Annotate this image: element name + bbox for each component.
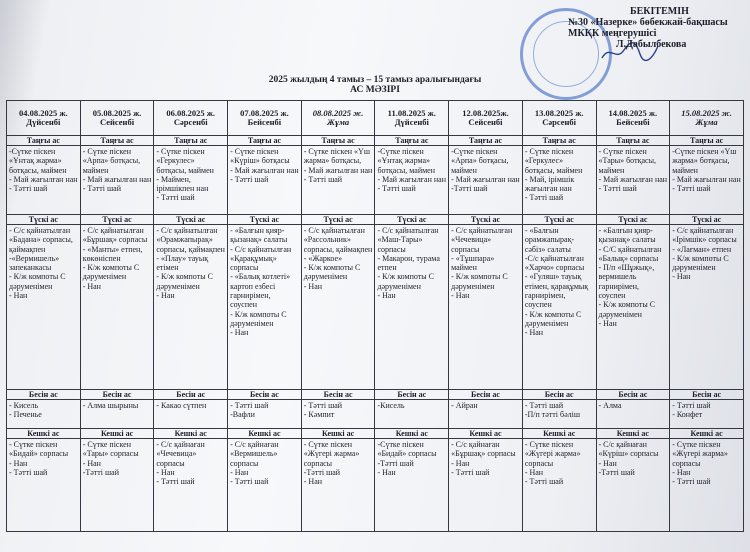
meal-name: Бесін ас bbox=[522, 390, 596, 400]
dish-cell: - Сүтке піскен «Тары» ботқасы, маймен - Май жағылған нан - Тәтті шай bbox=[596, 146, 670, 215]
day-header bbox=[301, 101, 375, 136]
meal-name: Кешкі ас bbox=[670, 429, 744, 439]
meal-name: Түскі ас bbox=[522, 215, 596, 225]
meal-name: Бесін ас bbox=[449, 390, 523, 400]
meal-name: Кешкі ас bbox=[154, 429, 228, 439]
meal-name: Таңғы ас bbox=[670, 136, 744, 146]
approval-block bbox=[568, 6, 748, 50]
day-name: Дүйсенбі bbox=[394, 117, 429, 127]
day-name: Сейсенбі bbox=[468, 117, 503, 127]
day-date: 04.08.2025 ж. bbox=[19, 107, 68, 118]
dish-cell: -Кисель bbox=[375, 400, 449, 429]
dish-cell: - С/с қайнатылған «Маш-Тары» сорпасы - Макарон, турама етпен - К/ж компоты С дәруменімен - Нан bbox=[375, 225, 449, 390]
dish-cell: - «Балғын орамжапырақ-сәбіз» салаты -С/с қайнатылған «Харчо» сорпасы - «Гуляш» тауық етімен, қарақұмық гарнирімен, соуспен - К/ж компоты С дәруменімен - Нан bbox=[522, 225, 596, 390]
dish-cell: - Тәтті шай -П/п тәтті бәліш bbox=[522, 400, 596, 429]
day-name: Жұма bbox=[695, 117, 718, 127]
meal-name: Кешкі ас bbox=[375, 429, 449, 439]
dish-cell: - Алма шырыны bbox=[80, 400, 154, 429]
day-header bbox=[154, 101, 228, 136]
meal-name: Бесін ас bbox=[228, 390, 302, 400]
meal-name: Таңғы ас bbox=[301, 136, 375, 146]
dish-cell: - С/с қайнатылған «Орамжапырақ» сорпасы, қаймақпен - «Плау» тауық етімен - К/ж компоты С дәруменімен - Нан bbox=[154, 225, 228, 390]
day-date: 07.08.2025 ж. bbox=[240, 107, 289, 118]
day-date: 12.08.2025ж. bbox=[462, 107, 509, 118]
day-date: 11.08.2025 ж. bbox=[387, 107, 436, 118]
meal-name: Түскі ас bbox=[228, 215, 302, 225]
meal-name: Бесін ас bbox=[7, 390, 81, 400]
meal-name: Кешкі ас bbox=[301, 429, 375, 439]
day-name: Жұма bbox=[327, 117, 350, 127]
meal-name: Кешкі ас bbox=[522, 429, 596, 439]
dish-cell: -Сүтке піскен «Арпа» ботқасы, маймен - Май жағылған нан -Тәтті шай bbox=[449, 146, 523, 215]
day-header bbox=[375, 101, 449, 136]
meal-name: Бесін ас bbox=[596, 390, 670, 400]
title-menu: АС МӘЗІРІ bbox=[350, 85, 400, 95]
dish-cell: -Сүтке піскен «Бидай» сорпасы -Тәтті шай - Нан bbox=[375, 439, 449, 532]
dish-cell: -Сүтке піскен «Ұнтақ жарма» ботқасы, маймен - Май жағылған нан - Тәтті шай bbox=[7, 146, 81, 215]
meal-dishes-row bbox=[7, 400, 744, 429]
dish-cell: - Сүтке піскен «Үш жарма» ботқасы, - Май жағылған нан - Тәтті шай bbox=[301, 146, 375, 215]
day-name: Дүйсенбі bbox=[26, 117, 61, 127]
day-date: 15.08.2025 ж. bbox=[681, 107, 732, 118]
dish-cell: - Сүтке піскен «Жүгері жарма» сорпасы - Нан - Тәтті шай bbox=[670, 439, 744, 532]
dish-cell: - С/с қайнатылған «Рассольник» сорпасы, қаймақпен - «Жаркое» - К/ж компоты С дәруменімен - Нан bbox=[301, 225, 375, 390]
day-date: 06.08.2025 ж. bbox=[166, 107, 216, 118]
meal-name: Түскі ас bbox=[154, 215, 228, 225]
dish-cell: - Сүтке піскен «Геркулес» ботқасы, маймен - Май, ірімшік жағылған нан - Тәтті шай bbox=[522, 146, 596, 215]
meal-name: Таңғы ас bbox=[596, 136, 670, 146]
dish-cell: - Сүтке піскен «Жүгері жарма» сорпасы -Тәтті шай - Нан bbox=[301, 439, 375, 532]
meal-name: Түскі ас bbox=[80, 215, 154, 225]
dish-cell: -Сүтке піскен «Ұнтақ жарма» ботқасы, маймен - Май жағылған нан - Тәтті шай bbox=[375, 146, 449, 215]
dish-cell: - Сүтке піскен «Арпа» ботқасы, маймен - Май жағылған нан - Тәтті шай bbox=[80, 146, 154, 215]
menu-table bbox=[6, 100, 744, 532]
header-row bbox=[7, 101, 744, 136]
meal-name: Бесін ас bbox=[154, 390, 228, 400]
dish-cell: -Сүтке піскен «Үш жарма» ботқасы, маймен - Май жағылған нан - Тәтті шай bbox=[670, 146, 744, 215]
day-header bbox=[670, 101, 744, 136]
meal-name: Кешкі ас bbox=[449, 429, 523, 439]
meal-name: Таңғы ас bbox=[7, 136, 81, 146]
day-header bbox=[80, 101, 154, 136]
dish-cell: - С/с қайнаған «Күріш» сорпасы - Нан -Тәтті шай bbox=[596, 439, 670, 532]
dish-cell: - С/с қайнаған «Вермишель» сорпасы - Нан - Тәтті шай bbox=[228, 439, 302, 532]
day-header bbox=[449, 101, 523, 136]
meal-name: Бесін ас bbox=[375, 390, 449, 400]
meal-name: Түскі ас bbox=[375, 215, 449, 225]
day-header bbox=[228, 101, 302, 136]
dish-cell: - Сүтке піскен «Күріш» ботқасы - Май жағылған нан - Тәтті шай bbox=[228, 146, 302, 215]
dish-cell: - С/с қайнаған «Бұршақ» сорпасы - Нан - Тәтті шай bbox=[449, 439, 523, 532]
meal-name: Түскі ас bbox=[301, 215, 375, 225]
meal-name: Түскі ас bbox=[7, 215, 81, 225]
title-period: 2025 жылдың 4 тамыз – 15 тамыз аралығындағы bbox=[268, 75, 482, 85]
meal-name: Бесін ас bbox=[80, 390, 154, 400]
page-title bbox=[0, 75, 750, 95]
approval-line-2: МКҚК меңгерушісі bbox=[568, 28, 657, 39]
dish-cell: - Сүтке піскен «Бидай» сорпасы - Нан - Тәтті шай bbox=[7, 439, 81, 532]
dish-cell: - «Балғын қияр-қызанақ» салаты - С/с қайнатылған «Қарақұмық» сорпасы - «Балық котлеті» картоп езбесі гарнирімен, соуспен - К/ж компоты С дәруменімен - Нан bbox=[228, 225, 302, 390]
day-date: 14.08.2025 ж. bbox=[608, 107, 658, 118]
meal-name: Таңғы ас bbox=[154, 136, 228, 146]
meal-name: Таңғы ас bbox=[449, 136, 523, 146]
dish-cell: - Сүтке піскен «Жүгері жарма» сорпасы - Нан - Тәтті шай bbox=[522, 439, 596, 532]
dish-cell: - Какао сүтпен bbox=[154, 400, 228, 429]
meal-name: Кешкі ас bbox=[80, 429, 154, 439]
day-name: Сейсенбі bbox=[99, 117, 135, 127]
dish-cell: - С/с қайнатылған «Бұршақ» сорпасы - «Манты» етпен, көкөніспен - К/ж компоты С дәруменімен - Нан bbox=[80, 225, 154, 390]
dish-cell: - Сүтке піскен «Геркулес» ботқасы, маймен - Маймен, ірімшікпен нан - Тәтті шай bbox=[154, 146, 228, 215]
approval-signer: Л.Дабылбекова bbox=[616, 39, 687, 50]
approval-line-1: №30 «Назерке» бөбекжай-бақшасы bbox=[568, 17, 728, 28]
dish-cell: - Тәтті шай - Конфет bbox=[670, 400, 744, 429]
day-date: 08.08.2025 ж. bbox=[312, 107, 364, 118]
dish-cell: - Тәтті шай -Вафли bbox=[228, 400, 302, 429]
dish-cell: - С/с қайнатылған «Чечевица» сорпасы - «Тұшпара» маймен - К/ж компоты С дәруменімен - Нан bbox=[449, 225, 523, 390]
approval-heading: БЕКІТЕМІН bbox=[630, 6, 689, 17]
menu-body bbox=[7, 136, 744, 532]
day-name: Бейсенбі bbox=[616, 117, 650, 127]
day-name: Бейсенбі bbox=[247, 117, 282, 127]
meal-name: Кешкі ас bbox=[7, 429, 81, 439]
day-name: Сәрсенбі bbox=[542, 117, 577, 127]
day-header bbox=[596, 101, 670, 136]
day-header bbox=[7, 101, 81, 136]
meal-dishes-row bbox=[7, 146, 744, 215]
dish-cell: - С/с қайнаған «Чечевица» сорпасы - Нан - Тәтті шай bbox=[154, 439, 228, 532]
day-date: 05.08.2025 ж. bbox=[92, 107, 142, 118]
dish-cell: - Алма bbox=[596, 400, 670, 429]
meal-name: Түскі ас bbox=[670, 215, 744, 225]
meal-name: Түскі ас bbox=[596, 215, 670, 225]
dish-cell: - «Балғын қияр-қызанақ» салаты - С/С қайнатылған «Балық» сорпасы - П/п «Шұжық», вермишель гарнирімен, соуспен - К/ж компоты С дәруменімен - Нан bbox=[596, 225, 670, 390]
meal-name: Бесін ас bbox=[670, 390, 744, 400]
dish-cell: - Тәтті шай - Кәмпит bbox=[301, 400, 375, 429]
day-date: 13.08.2025 ж. bbox=[534, 107, 584, 118]
dish-cell: - С/с қайнатылған «Бадана» сорпасы, қаймақпен -«Вермишель» запеканкасы - К/ж компоты С дәруменімен - Нан bbox=[7, 225, 81, 390]
meal-name: Таңғы ас bbox=[228, 136, 302, 146]
meal-name: Кешкі ас bbox=[596, 429, 670, 439]
dish-cell: - Кисель - Печенье bbox=[7, 400, 81, 429]
meal-name: Бесін ас bbox=[301, 390, 375, 400]
meal-header-row bbox=[7, 390, 744, 400]
meal-name: Таңғы ас bbox=[80, 136, 154, 146]
day-header bbox=[522, 101, 596, 136]
meal-dishes-row bbox=[7, 225, 744, 390]
meal-dishes-row bbox=[7, 439, 744, 532]
day-name: Сәрсенбі bbox=[173, 117, 208, 127]
meal-name: Түскі ас bbox=[449, 215, 523, 225]
dish-cell: - Айран bbox=[449, 400, 523, 429]
meal-name: Кешкі ас bbox=[228, 429, 302, 439]
meal-header-row bbox=[7, 429, 744, 439]
dish-cell: - Сүтке піскен «Тары» сорпасы - Нан -Тәтті шай bbox=[80, 439, 154, 532]
dish-cell: - С/с қайнатылған «Ірімшік» сорпасы - «Лағман» етпен - К/ж компоты С дәруменімен - Нан bbox=[670, 225, 744, 390]
meal-name: Таңғы ас bbox=[375, 136, 449, 146]
meal-header-row bbox=[7, 215, 744, 225]
meal-name: Таңғы ас bbox=[522, 136, 596, 146]
meal-header-row bbox=[7, 136, 744, 146]
